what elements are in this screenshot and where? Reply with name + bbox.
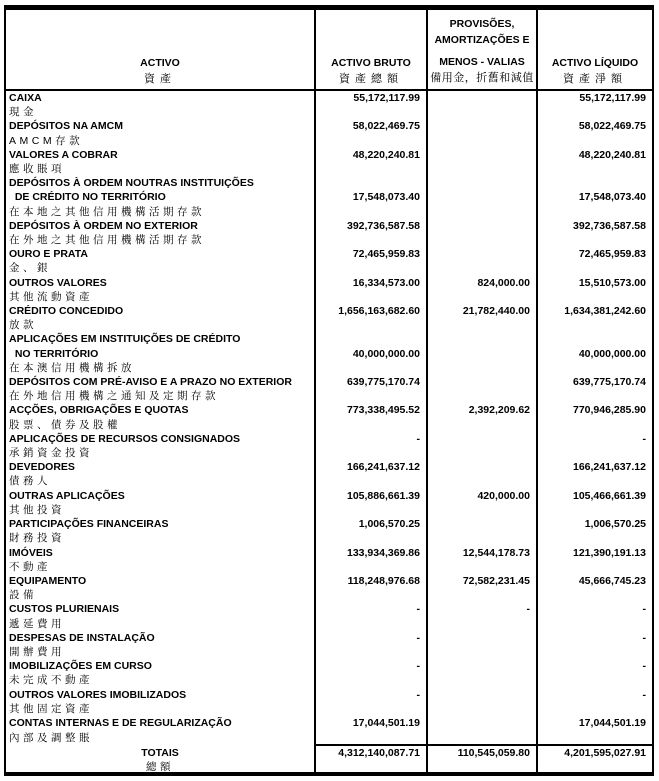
cell-activo-liquido bbox=[537, 560, 652, 574]
cell-activo-liquido bbox=[537, 730, 652, 745]
table-row bbox=[6, 460, 652, 474]
cell-provisoes: 21,782,440.00 bbox=[427, 304, 537, 318]
item-name-pt: PARTICIPAÇÕES FINANCEIRAS bbox=[9, 518, 169, 531]
cell-activo-bruto bbox=[315, 730, 427, 745]
item-name-zh: 在外地信用機構之通知及定期存款 bbox=[9, 390, 219, 403]
cell-activo-bruto: - bbox=[315, 688, 427, 702]
item-name-zh: 股票、債券及股權 bbox=[9, 418, 121, 431]
cell-activo-liquido bbox=[537, 503, 652, 517]
cell-provisoes bbox=[427, 446, 537, 460]
table-row bbox=[6, 276, 652, 290]
cell-activo-bruto: 16,334,573.00 bbox=[315, 276, 427, 290]
cell-activo-liquido: - bbox=[537, 688, 652, 702]
table-row bbox=[6, 432, 652, 446]
cell-activo-bruto: 72,465,959.83 bbox=[315, 247, 427, 261]
table-row bbox=[6, 503, 652, 517]
item-name-zh: 承銷資金投資 bbox=[9, 447, 93, 460]
item-name-zh: 內部及調整賬 bbox=[9, 731, 93, 744]
table-row bbox=[6, 688, 652, 702]
cell-provisoes bbox=[427, 134, 537, 148]
cell-activo-bruto bbox=[315, 332, 427, 346]
totals-row bbox=[6, 761, 652, 774]
cell-activo-liquido bbox=[537, 673, 652, 687]
cell-activo-bruto: - bbox=[315, 659, 427, 673]
cell-activo-bruto bbox=[315, 531, 427, 545]
cell-activo-bruto bbox=[315, 389, 427, 403]
cell-activo-liquido: 72,465,959.83 bbox=[537, 247, 652, 261]
table-row bbox=[6, 347, 652, 361]
item-name-zh: 放款 bbox=[9, 319, 37, 332]
header-activo-liquido-pt: ACTIVO LÍQUIDO bbox=[551, 57, 639, 69]
item-name-zh: 設備 bbox=[9, 589, 37, 602]
cell-activo-liquido: 17,044,501.19 bbox=[537, 716, 652, 730]
cell-activo-liquido bbox=[537, 588, 652, 602]
table-row bbox=[6, 375, 652, 389]
cell-activo-liquido: 1,006,570.25 bbox=[537, 517, 652, 531]
cell-provisoes: - bbox=[427, 602, 537, 616]
cell-provisoes bbox=[427, 503, 537, 517]
cell-provisoes bbox=[427, 560, 537, 574]
cell-activo-bruto: 105,886,661.39 bbox=[315, 489, 427, 503]
cell-provisoes bbox=[427, 162, 537, 176]
cell-activo-bruto bbox=[315, 162, 427, 176]
item-name-pt: IMÓVEIS bbox=[9, 546, 53, 559]
header-provisoes-line2: AMORTIZAÇÕES E bbox=[434, 34, 530, 46]
cell-activo-bruto bbox=[315, 702, 427, 716]
item-name-pt: CUSTOS PLURIENAIS bbox=[9, 603, 120, 616]
cell-provisoes: 824,000.00 bbox=[427, 276, 537, 290]
cell-provisoes bbox=[427, 247, 537, 261]
table-row bbox=[6, 574, 652, 588]
cell-activo-bruto bbox=[315, 474, 427, 488]
table-row bbox=[6, 602, 652, 616]
cell-activo-liquido bbox=[537, 418, 652, 432]
cell-provisoes bbox=[427, 474, 537, 488]
cell-provisoes bbox=[427, 148, 537, 162]
cell-activo-bruto bbox=[315, 446, 427, 460]
cell-activo-bruto: 17,548,073.40 bbox=[315, 190, 427, 204]
cell-provisoes bbox=[427, 531, 537, 545]
cell-activo-liquido: 40,000,000.00 bbox=[537, 347, 652, 361]
table-row bbox=[6, 162, 652, 176]
cell-activo-bruto bbox=[315, 233, 427, 247]
cell-provisoes bbox=[427, 261, 537, 275]
cell-provisoes bbox=[427, 233, 537, 247]
cell-provisoes bbox=[427, 90, 537, 105]
cell-activo-bruto bbox=[315, 645, 427, 659]
cell-activo-liquido bbox=[537, 105, 652, 119]
table-row bbox=[6, 119, 652, 133]
table-row bbox=[6, 318, 652, 332]
cell-activo-bruto bbox=[315, 361, 427, 375]
cell-activo-bruto bbox=[315, 560, 427, 574]
cell-activo-bruto: 639,775,170.74 bbox=[315, 375, 427, 389]
table-row bbox=[6, 645, 652, 659]
cell-activo-bruto: - bbox=[315, 602, 427, 616]
header-activo-bruto bbox=[315, 10, 427, 90]
cell-activo-liquido: 58,022,469.75 bbox=[537, 119, 652, 133]
cell-activo-liquido: - bbox=[537, 659, 652, 673]
cell-activo-liquido: 770,946,285.90 bbox=[537, 403, 652, 417]
item-name-pt: DESPESAS DE INSTALAÇÃO bbox=[9, 631, 155, 644]
cell-activo-liquido bbox=[537, 290, 652, 304]
header-activo-zh: 資產 bbox=[144, 73, 176, 85]
cell-activo-liquido bbox=[537, 318, 652, 332]
cell-provisoes bbox=[427, 688, 537, 702]
cell-activo-liquido: 17,548,073.40 bbox=[537, 190, 652, 204]
table-row bbox=[6, 474, 652, 488]
header-provisoes-line1: PROVISÕES, bbox=[449, 18, 515, 30]
cell-provisoes: 12,544,178.73 bbox=[427, 546, 537, 560]
table-row bbox=[6, 389, 652, 403]
item-name-pt: DEPÓSITOS À ORDEM NO EXTERIOR bbox=[9, 219, 198, 232]
item-name-zh: 現金 bbox=[9, 106, 37, 119]
table-row bbox=[6, 105, 652, 119]
cell-provisoes bbox=[427, 119, 537, 133]
cell-activo-liquido: 392,736,587.58 bbox=[537, 219, 652, 233]
item-name-zh: 其他流動資產 bbox=[9, 290, 93, 303]
item-name-zh: 在本地之其他信用機構活期存款 bbox=[9, 205, 205, 218]
cell-activo-bruto: 166,241,637.12 bbox=[315, 460, 427, 474]
item-name-zh: 其他固定資產 bbox=[9, 702, 93, 715]
cell-activo-bruto bbox=[315, 105, 427, 119]
cell-provisoes bbox=[427, 375, 537, 389]
cell-activo-bruto bbox=[315, 176, 427, 190]
cell-provisoes bbox=[427, 347, 537, 361]
cell-activo-liquido bbox=[537, 361, 652, 375]
cell-activo-bruto: 17,044,501.19 bbox=[315, 716, 427, 730]
cell-activo-liquido bbox=[537, 474, 652, 488]
cell-activo-bruto: - bbox=[315, 432, 427, 446]
item-name-pt: CAIXA bbox=[9, 92, 42, 104]
cell-provisoes bbox=[427, 588, 537, 602]
header-activo-pt: ACTIVO bbox=[140, 57, 180, 69]
assets-table bbox=[6, 10, 652, 774]
cell-provisoes: 72,582,231.45 bbox=[427, 574, 537, 588]
item-name-zh: 不動產 bbox=[9, 560, 51, 573]
cell-provisoes bbox=[427, 176, 537, 190]
cell-activo-liquido: 55,172,117.99 bbox=[537, 90, 652, 105]
table-row bbox=[6, 631, 652, 645]
cell-provisoes bbox=[427, 659, 537, 673]
cell-activo-liquido bbox=[537, 134, 652, 148]
cell-provisoes bbox=[427, 361, 537, 375]
item-name-pt: EQUIPAMENTO bbox=[9, 574, 87, 587]
cell-activo-liquido bbox=[537, 617, 652, 631]
cell-activo-liquido: 15,510,573.00 bbox=[537, 276, 652, 290]
item-name-pt: IMOBILIZAÇÕES EM CURSO bbox=[9, 660, 152, 673]
cell-provisoes bbox=[427, 332, 537, 346]
table-body bbox=[6, 90, 652, 774]
item-name-zh: 遞延費用 bbox=[9, 617, 65, 630]
item-name-zh: 金、銀 bbox=[9, 262, 51, 275]
cell-activo-bruto bbox=[315, 205, 427, 219]
table-row bbox=[6, 304, 652, 318]
item-name-pt: VALORES A COBRAR bbox=[9, 148, 118, 161]
table-row bbox=[6, 673, 652, 687]
item-name-zh: 財務投資 bbox=[9, 532, 65, 545]
item-name-pt: APLICAÇÕES DE RECURSOS CONSIGNADOS bbox=[9, 432, 241, 445]
cell-provisoes bbox=[427, 190, 537, 204]
cell-provisoes bbox=[427, 673, 537, 687]
item-name-zh: 其他投資 bbox=[9, 503, 65, 516]
table-row bbox=[6, 531, 652, 545]
cell-activo-liquido bbox=[537, 761, 652, 774]
cell-activo-bruto: 118,248,976.68 bbox=[315, 574, 427, 588]
cell-provisoes bbox=[427, 761, 537, 774]
cell-activo-liquido: 48,220,240.81 bbox=[537, 148, 652, 162]
cell-activo-liquido bbox=[537, 389, 652, 403]
table-row bbox=[6, 418, 652, 432]
item-name-zh: 債務人 bbox=[9, 475, 51, 488]
cell-activo-liquido: 45,666,745.23 bbox=[537, 574, 652, 588]
item-name-pt: CONTAS INTERNAS E DE REGULARIZAÇÃO bbox=[9, 716, 232, 729]
cell-activo-liquido: - bbox=[537, 631, 652, 645]
table-row bbox=[6, 261, 652, 275]
cell-provisoes bbox=[427, 105, 537, 119]
table-row bbox=[6, 361, 652, 375]
cell-activo-liquido bbox=[537, 531, 652, 545]
item-name-zh: AMCM存款 bbox=[9, 134, 84, 147]
cell-activo-liquido: 639,775,170.74 bbox=[537, 375, 652, 389]
cell-activo-bruto bbox=[315, 290, 427, 304]
header-provisoes bbox=[427, 10, 537, 90]
table-row bbox=[6, 403, 652, 417]
table-row bbox=[6, 332, 652, 346]
cell-provisoes bbox=[427, 205, 537, 219]
table-row bbox=[6, 247, 652, 261]
item-name-zh: 應收賬項 bbox=[9, 163, 65, 176]
cell-provisoes bbox=[427, 730, 537, 745]
cell-activo-liquido: 1,634,381,242.60 bbox=[537, 304, 652, 318]
cell-provisoes: 2,392,209.62 bbox=[427, 403, 537, 417]
totals-provisoes: 110,545,059.80 bbox=[427, 745, 537, 761]
cell-activo-bruto bbox=[315, 617, 427, 631]
table-row bbox=[6, 730, 652, 745]
cell-activo-liquido bbox=[537, 176, 652, 190]
header-activo-bruto-pt: ACTIVO BRUTO bbox=[331, 57, 411, 69]
cell-activo-bruto: - bbox=[315, 631, 427, 645]
cell-activo-bruto: 48,220,240.81 bbox=[315, 148, 427, 162]
item-name-pt: OUTRAS APLICAÇÕES bbox=[9, 489, 125, 502]
cell-provisoes bbox=[427, 702, 537, 716]
cell-activo-bruto: 55,172,117.99 bbox=[315, 90, 427, 105]
cell-activo-bruto: 392,736,587.58 bbox=[315, 219, 427, 233]
cell-provisoes bbox=[427, 617, 537, 631]
cell-activo-liquido bbox=[537, 205, 652, 219]
item-name-pt: DEPÓSITOS COM PRÉ-AVISO E A PRAZO NO EXTERIOR bbox=[9, 376, 292, 389]
header-activo-liquido bbox=[537, 10, 652, 90]
header-activo-bruto-zh: 資產總額 bbox=[339, 73, 403, 85]
totals-label-zh: 總額 bbox=[146, 760, 174, 773]
table-row bbox=[6, 290, 652, 304]
cell-activo-liquido: - bbox=[537, 602, 652, 616]
cell-provisoes bbox=[427, 318, 537, 332]
table-row bbox=[6, 90, 652, 105]
table-row bbox=[6, 702, 652, 716]
cell-provisoes bbox=[427, 418, 537, 432]
table-row bbox=[6, 517, 652, 531]
table-row bbox=[6, 560, 652, 574]
table-row bbox=[6, 446, 652, 460]
cell-activo-bruto bbox=[315, 318, 427, 332]
table-row bbox=[6, 659, 652, 673]
cell-activo-bruto bbox=[315, 134, 427, 148]
cell-provisoes bbox=[427, 517, 537, 531]
item-name-pt: NO TERRITÓRIO bbox=[9, 347, 99, 360]
table-row bbox=[6, 134, 652, 148]
header-provisoes-line3: MENOS - VALIAS bbox=[439, 56, 525, 68]
cell-provisoes bbox=[427, 389, 537, 403]
cell-provisoes bbox=[427, 645, 537, 659]
cell-provisoes bbox=[427, 716, 537, 730]
item-name-pt: OUTROS VALORES bbox=[9, 276, 107, 289]
item-name-pt: DEPÓSITOS À ORDEM NOUTRAS INSTITUIÇÕES bbox=[9, 177, 254, 190]
totals-row bbox=[6, 745, 652, 761]
cell-activo-bruto: 773,338,495.52 bbox=[315, 403, 427, 417]
item-name-pt: OURO E PRATA bbox=[9, 248, 88, 261]
item-name-zh: 開辦費用 bbox=[9, 645, 65, 658]
cell-provisoes bbox=[427, 290, 537, 304]
cell-activo-liquido bbox=[537, 702, 652, 716]
cell-provisoes: 420,000.00 bbox=[427, 489, 537, 503]
cell-activo-liquido bbox=[537, 261, 652, 275]
table-row bbox=[6, 205, 652, 219]
cell-activo-liquido: 121,390,191.13 bbox=[537, 546, 652, 560]
item-name-pt: APLICAÇÕES EM INSTITUIÇÕES DE CRÉDITO bbox=[9, 333, 241, 346]
cell-activo-bruto bbox=[315, 261, 427, 275]
cell-activo-liquido bbox=[537, 446, 652, 460]
table-row bbox=[6, 176, 652, 190]
table-row bbox=[6, 617, 652, 631]
cell-activo-bruto bbox=[315, 418, 427, 432]
header-provisoes-zh: 備用金，折舊和減值 bbox=[430, 72, 534, 84]
assets-table-frame bbox=[4, 5, 654, 776]
cell-provisoes bbox=[427, 219, 537, 233]
header-row bbox=[6, 10, 652, 90]
table-row bbox=[6, 588, 652, 602]
cell-activo-bruto bbox=[315, 588, 427, 602]
cell-provisoes bbox=[427, 432, 537, 446]
cell-provisoes bbox=[427, 460, 537, 474]
cell-activo-bruto bbox=[315, 673, 427, 687]
table-row bbox=[6, 546, 652, 560]
totals-activo-bruto: 4,312,140,087.71 bbox=[315, 745, 427, 761]
cell-activo-liquido bbox=[537, 645, 652, 659]
cell-activo-liquido: 166,241,637.12 bbox=[537, 460, 652, 474]
cell-activo-liquido bbox=[537, 332, 652, 346]
cell-activo-bruto: 58,022,469.75 bbox=[315, 119, 427, 133]
item-name-pt: DEVEDORES bbox=[9, 461, 75, 474]
cell-activo-bruto: 1,656,163,682.60 bbox=[315, 304, 427, 318]
cell-activo-liquido: - bbox=[537, 432, 652, 446]
cell-activo-bruto: 40,000,000.00 bbox=[315, 347, 427, 361]
table-row bbox=[6, 148, 652, 162]
table-row bbox=[6, 489, 652, 503]
item-name-pt: DE CRÉDITO NO TERRITÓRIO bbox=[9, 191, 166, 204]
table-header bbox=[6, 10, 652, 90]
cell-activo-liquido bbox=[537, 162, 652, 176]
table-row bbox=[6, 190, 652, 204]
header-activo-liquido-zh: 資產淨額 bbox=[563, 73, 627, 85]
item-name-pt: DEPÓSITOS NA AMCM bbox=[9, 120, 123, 133]
cell-activo-bruto bbox=[315, 761, 427, 774]
cell-provisoes bbox=[427, 631, 537, 645]
header-activo bbox=[6, 10, 315, 90]
item-name-pt: OUTROS VALORES IMOBILIZADOS bbox=[9, 688, 187, 701]
table-row bbox=[6, 233, 652, 247]
table-row bbox=[6, 716, 652, 730]
item-name-pt: CRÉDITO CONCEDIDO bbox=[9, 305, 124, 318]
item-name-pt: ACÇÕES, OBRIGAÇÕES E QUOTAS bbox=[9, 404, 189, 417]
cell-activo-liquido bbox=[537, 233, 652, 247]
table-row bbox=[6, 219, 652, 233]
cell-activo-bruto: 133,934,369.86 bbox=[315, 546, 427, 560]
cell-activo-bruto: 1,006,570.25 bbox=[315, 517, 427, 531]
cell-activo-bruto bbox=[315, 503, 427, 517]
item-name-zh: 在本澳信用機構拆放 bbox=[9, 361, 135, 374]
item-name-zh: 在外地之其他信用機構活期存款 bbox=[9, 234, 205, 247]
cell-activo-liquido: 105,466,661.39 bbox=[537, 489, 652, 503]
totals-label-pt: TOTAIS bbox=[141, 746, 179, 759]
item-name-zh: 未完成不動產 bbox=[9, 674, 93, 687]
totals-activo-liquido: 4,201,595,027.91 bbox=[537, 745, 652, 761]
